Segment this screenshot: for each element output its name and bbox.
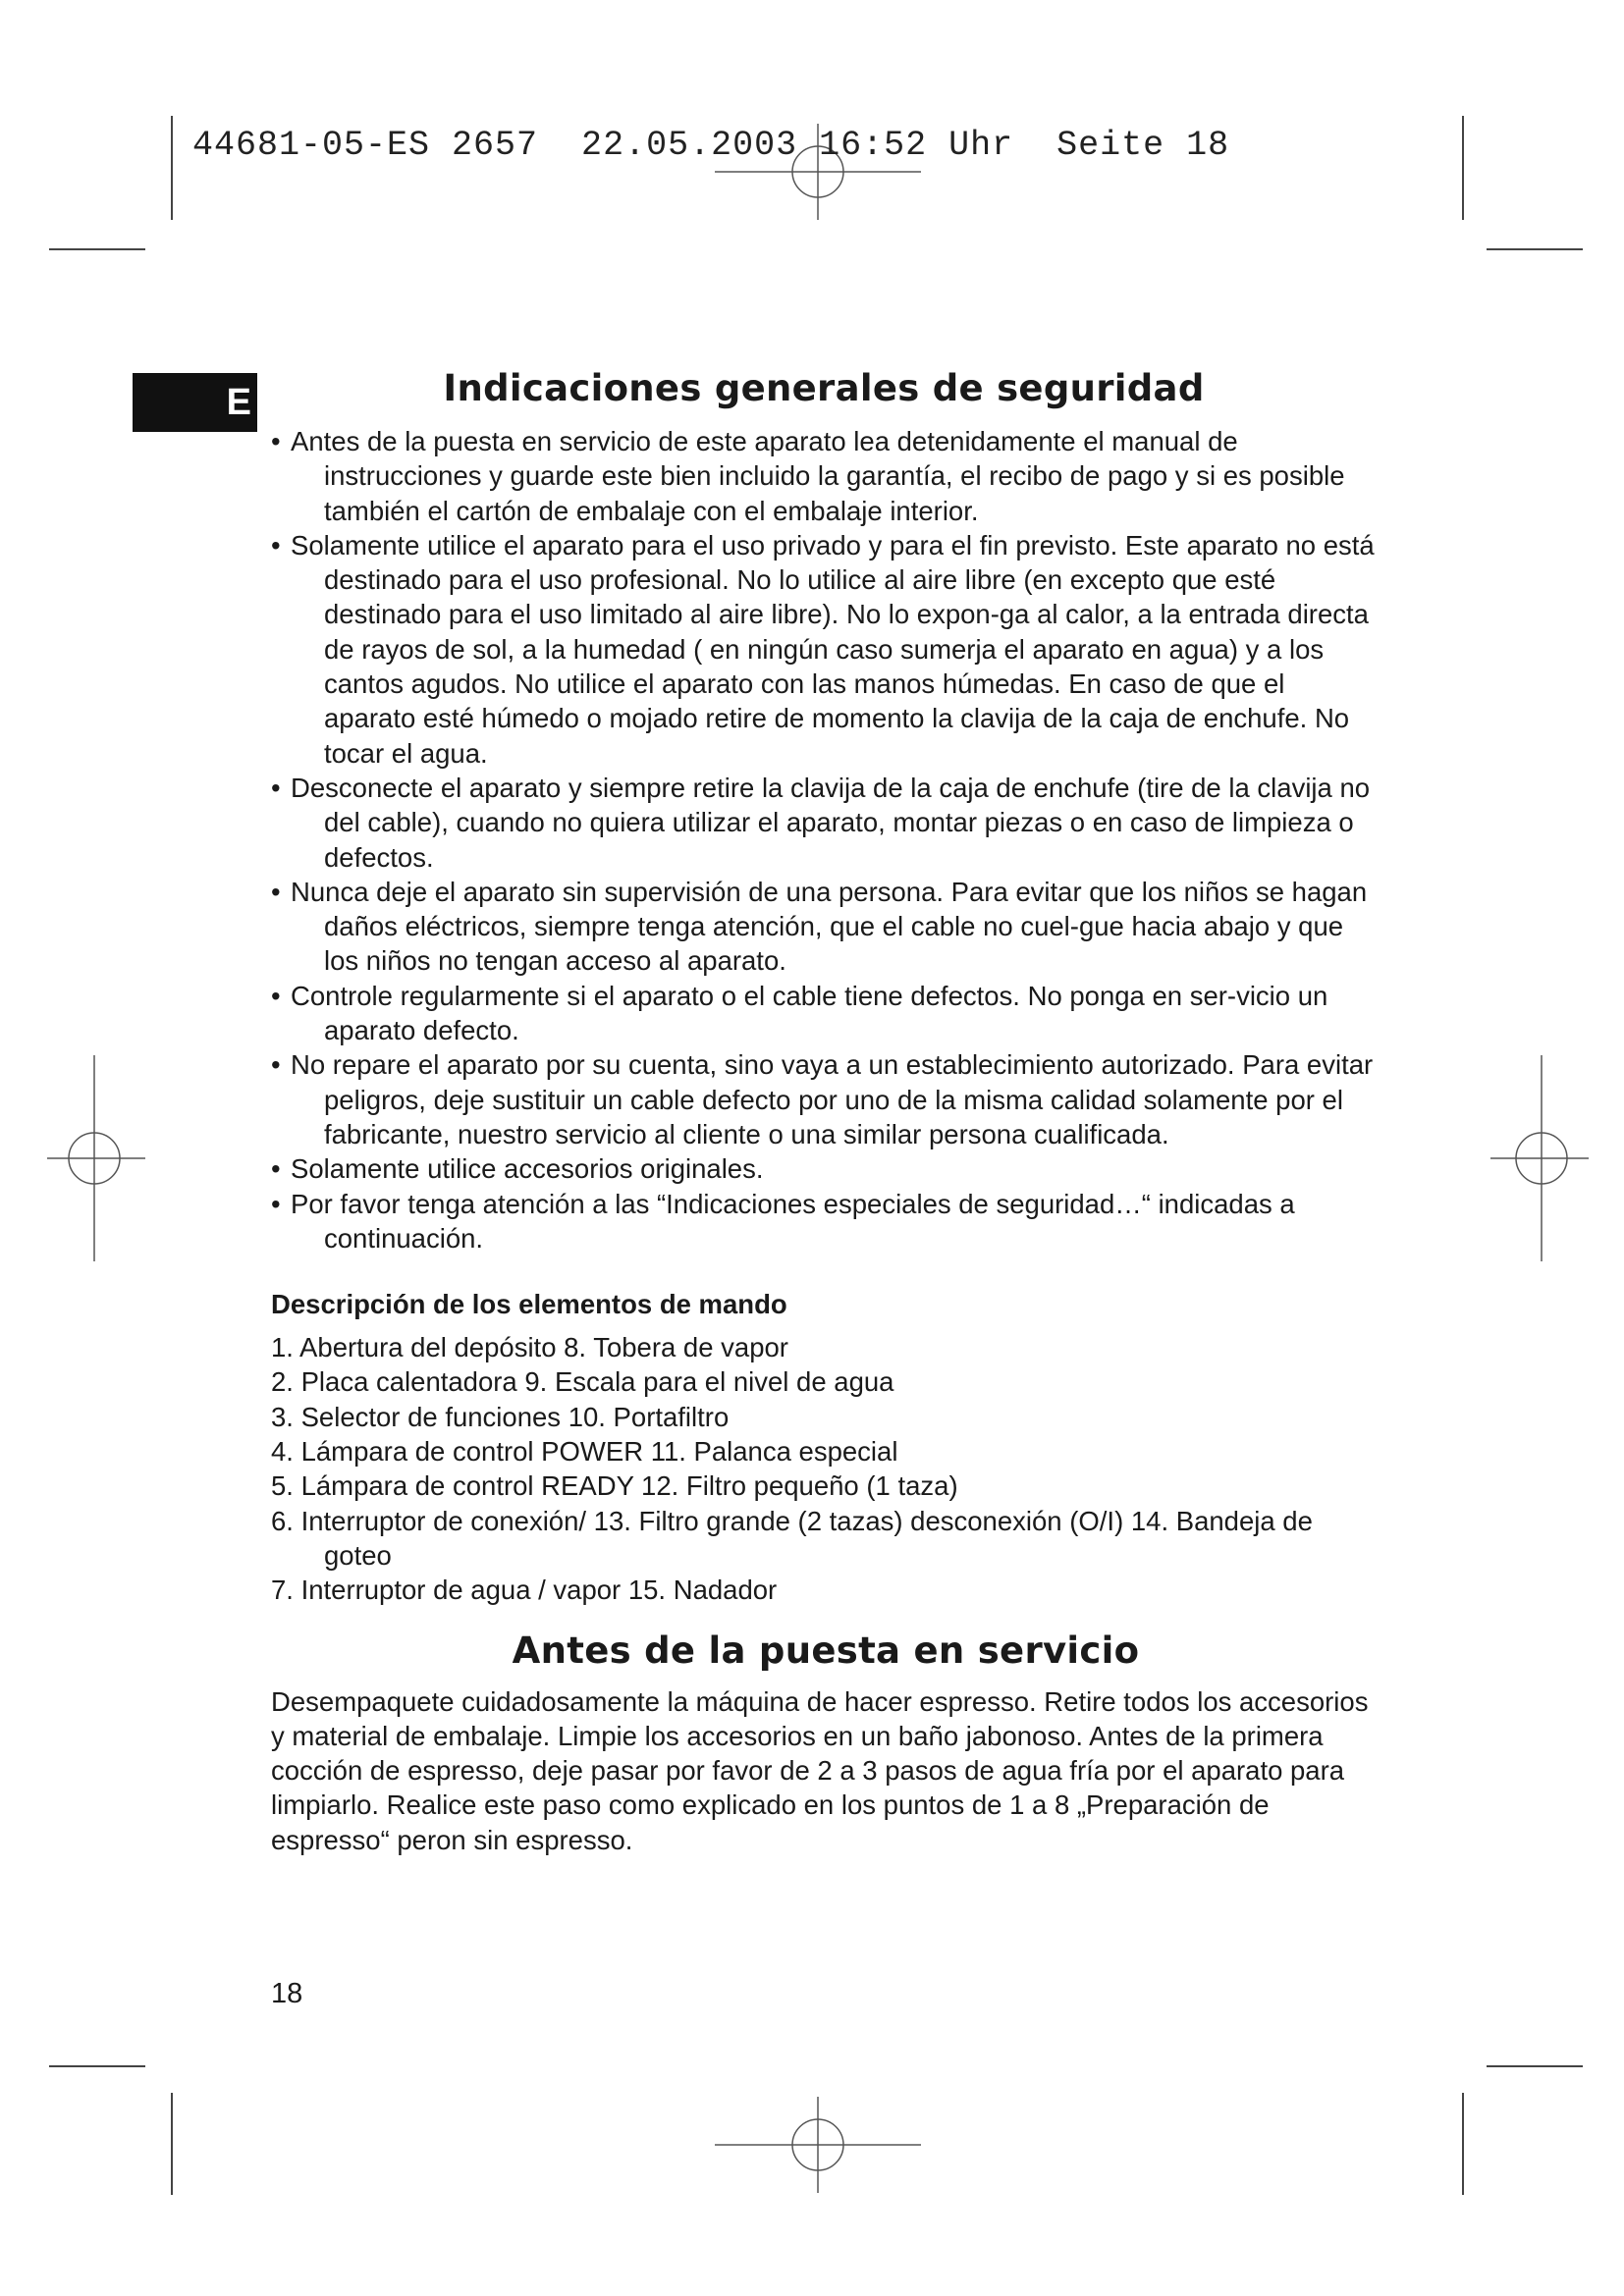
page-number: 18 [271, 1978, 303, 2009]
list-item: 7. Interruptor de agua / vapor 15. Nadador [271, 1575, 778, 1606]
list-item: 3. Selector de funciones 10. Portafiltro [271, 1401, 730, 1432]
list-item: • No repare el aparato por su cuenta, sino vaya a un establecimiento autorizado. Para evitar peligros, deje sustituir un cable defecto por uno de la misma calidad solamente por el fabricante, nuestro servicio al cliente o una similar persona cualificada. [271, 1047, 1380, 1151]
list-item: • Controle regularmente si el aparato o el cable tiene defectos. No ponga en ser-vicio un aparato defecto. [271, 979, 1380, 1048]
language-tab: E [133, 373, 257, 432]
before-use-paragraph: Desempaquete cuidadosamente la máquina de hacer espresso. Retire todos los accesorios y material de embalaje. Limpie los accesorios en un baño jabonoso. Antes de la primera cocción de espresso, deje pasar por favor de 2 a 3 pasos de agua fría por el aparato para limpiarlo. Realice este paso como explicado en los puntos de 1 a 8 „Preparación de espresso“ peron sin espresso. [271, 1685, 1369, 1855]
print-header: 44681-05-ES 2657 22.05.2003 16:52 Uhr Seite 18 [192, 126, 1230, 165]
list-item: • Por favor tenga atención a las “Indicaciones especiales de seguridad…“ indicadas a continuación. [271, 1187, 1380, 1256]
list-item: 5. Lámpara de control READY 12. Filtro pequeño (1 taza) [271, 1470, 958, 1502]
list-item: • Solamente utilice accesorios originales. [271, 1151, 1380, 1186]
list-item: • Desconecte el aparato y siempre retire la clavija de la caja de enchufe (tire de la clavija no del cable), cuando no quiera utilizar el aparato, montar piezas o en caso de limpieza o defectos. [271, 771, 1380, 875]
list-item: • Antes de la puesta en servicio de este aparato lea detenidamente el manual de instrucciones y guarde este bien incluido la garantía, el recibo de pago y si es posible también el cartón de embalaje con el embalaje interior. [271, 424, 1380, 528]
safety-list [271, 424, 1380, 1255]
list-item: 2. Placa calentadora 9. Escala para el nivel de agua [271, 1366, 894, 1398]
safety-heading: Indicaciones generales de seguridad [443, 367, 1205, 409]
list-item: 6. Interruptor de conexión/ 13. Filtro grande (2 tazas) desconexión (O/I) 14. Bandeja de goteo [271, 1505, 1313, 1571]
before-use-heading: Antes de la puesta en servicio [512, 1629, 1140, 1672]
list-item: • Solamente utilice el aparato para el uso privado y para el fin previsto. Este aparato no está destinado para el uso profesional. No lo utilice al aire libre (en excepto que esté destinado para el uso limitado al aire libre). No lo expon-ga al calor, a la entrada directa de rayos de sol, a la humedad ( en ningún caso sumerja el aparato en agua) y a los cantos agudos. No utilice el aparato con las manos húmedas. En caso de que el aparato esté húmedo o mojado retire de momento la clavija de la caja de enchufe. No tocar el agua. [271, 528, 1380, 771]
list-item: 4. Lámpara de control POWER 11. Palanca especial [271, 1436, 898, 1468]
page-content [271, 363, 1380, 1857]
list-item: 1. Abertura del depósito 8. Tobera de vapor [271, 1332, 788, 1363]
list-item: • Nunca deje el aparato sin supervisión de una persona. Para evitar que los niños se hagan daños eléctricos, siempre tenga atención, que el cable no cuel-gue hacia abajo y que los niños no tengan acceso al aparato. [271, 875, 1380, 979]
controls-list [271, 1330, 1380, 1607]
controls-heading: Descripción de los elementos de mando [271, 1289, 787, 1320]
